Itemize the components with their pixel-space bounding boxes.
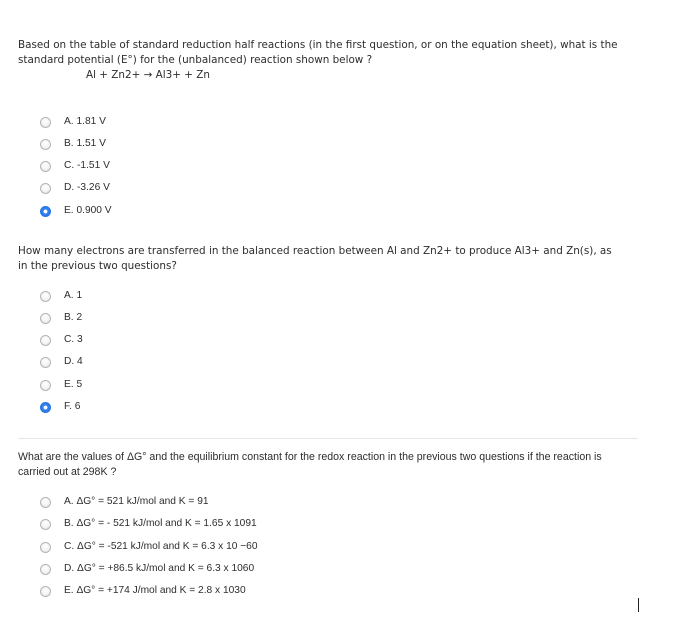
radio-button[interactable] xyxy=(40,586,51,597)
radio-button[interactable] xyxy=(40,139,51,150)
option-label: C. ΔG° = -521 kJ/mol and K = 6.3 x 10 −60 xyxy=(64,541,258,552)
question-2-text: How many electrons are transferred in the balanced reaction between Al and Zn2+ to produce Al3+ and Zn(s), as in the previous two questions? xyxy=(18,245,612,272)
option-label: D. -3.26 V xyxy=(64,182,110,193)
radio-button-selected[interactable] xyxy=(40,402,51,413)
radio-button[interactable] xyxy=(40,564,51,575)
radio-button[interactable] xyxy=(40,357,51,368)
option-q3-d[interactable] xyxy=(40,561,440,579)
radio-button[interactable] xyxy=(40,335,51,346)
option-label: D. 4 xyxy=(64,356,83,367)
option-label: E. 0.900 V xyxy=(64,205,112,216)
radio-button[interactable] xyxy=(40,380,51,391)
radio-button[interactable] xyxy=(40,117,51,128)
question-1-equation: Al + Zn2+ → Al3+ + Zn xyxy=(86,69,210,81)
option-q2-d[interactable] xyxy=(40,354,440,372)
option-label: C. -1.51 V xyxy=(64,160,110,171)
radio-button[interactable] xyxy=(40,542,51,553)
option-label: E. ΔG° = +174 J/mol and K = 2.8 x 1030 xyxy=(64,585,246,596)
option-q3-e[interactable] xyxy=(40,583,440,601)
option-q1-b[interactable] xyxy=(40,136,440,154)
option-q2-a[interactable] xyxy=(40,288,440,306)
radio-button[interactable] xyxy=(40,519,51,530)
option-q3-c[interactable] xyxy=(40,539,440,557)
option-q2-b[interactable] xyxy=(40,310,440,328)
question-3-text: What are the values of ΔG° and the equilibrium constant for the redox reaction in the previous two questions if the reaction is carried out at 298K ? xyxy=(18,451,602,478)
text-cursor xyxy=(638,598,639,612)
question-divider xyxy=(18,438,638,439)
option-label: C. 3 xyxy=(64,334,83,345)
option-q1-c[interactable] xyxy=(40,158,440,176)
option-q1-d[interactable] xyxy=(40,180,440,198)
option-label: B. ΔG° = - 521 kJ/mol and K = 1.65 x 1091 xyxy=(64,518,257,529)
option-label: F. 6 xyxy=(64,401,81,412)
radio-button[interactable] xyxy=(40,161,51,172)
option-q2-f[interactable] xyxy=(40,399,440,417)
radio-button[interactable] xyxy=(40,183,51,194)
option-q2-e[interactable] xyxy=(40,377,440,395)
option-q1-a[interactable] xyxy=(40,114,440,132)
question-1-text: Based on the table of standard reduction half reactions (in the first question, or on the equation sheet), what is the standard potential (E°) for the (unbalanced) reaction shown below ? xyxy=(18,39,618,66)
option-label: A. 1.81 V xyxy=(64,116,106,127)
option-q3-a[interactable] xyxy=(40,494,440,512)
option-label: E. 5 xyxy=(64,379,83,390)
option-label: D. ΔG° = +86.5 kJ/mol and K = 6.3 x 1060 xyxy=(64,563,255,574)
option-label: B. 2 xyxy=(64,312,83,323)
option-label: A. ΔG° = 521 kJ/mol and K = 91 xyxy=(64,496,209,507)
radio-button[interactable] xyxy=(40,313,51,324)
option-q3-b[interactable] xyxy=(40,516,440,534)
radio-button[interactable] xyxy=(40,291,51,302)
radio-button[interactable] xyxy=(40,497,51,508)
option-label: A. 1 xyxy=(64,290,83,301)
option-label: B. 1.51 V xyxy=(64,138,106,149)
option-q1-e[interactable] xyxy=(40,203,440,221)
radio-button-selected[interactable] xyxy=(40,206,51,217)
option-q2-c[interactable] xyxy=(40,332,440,350)
